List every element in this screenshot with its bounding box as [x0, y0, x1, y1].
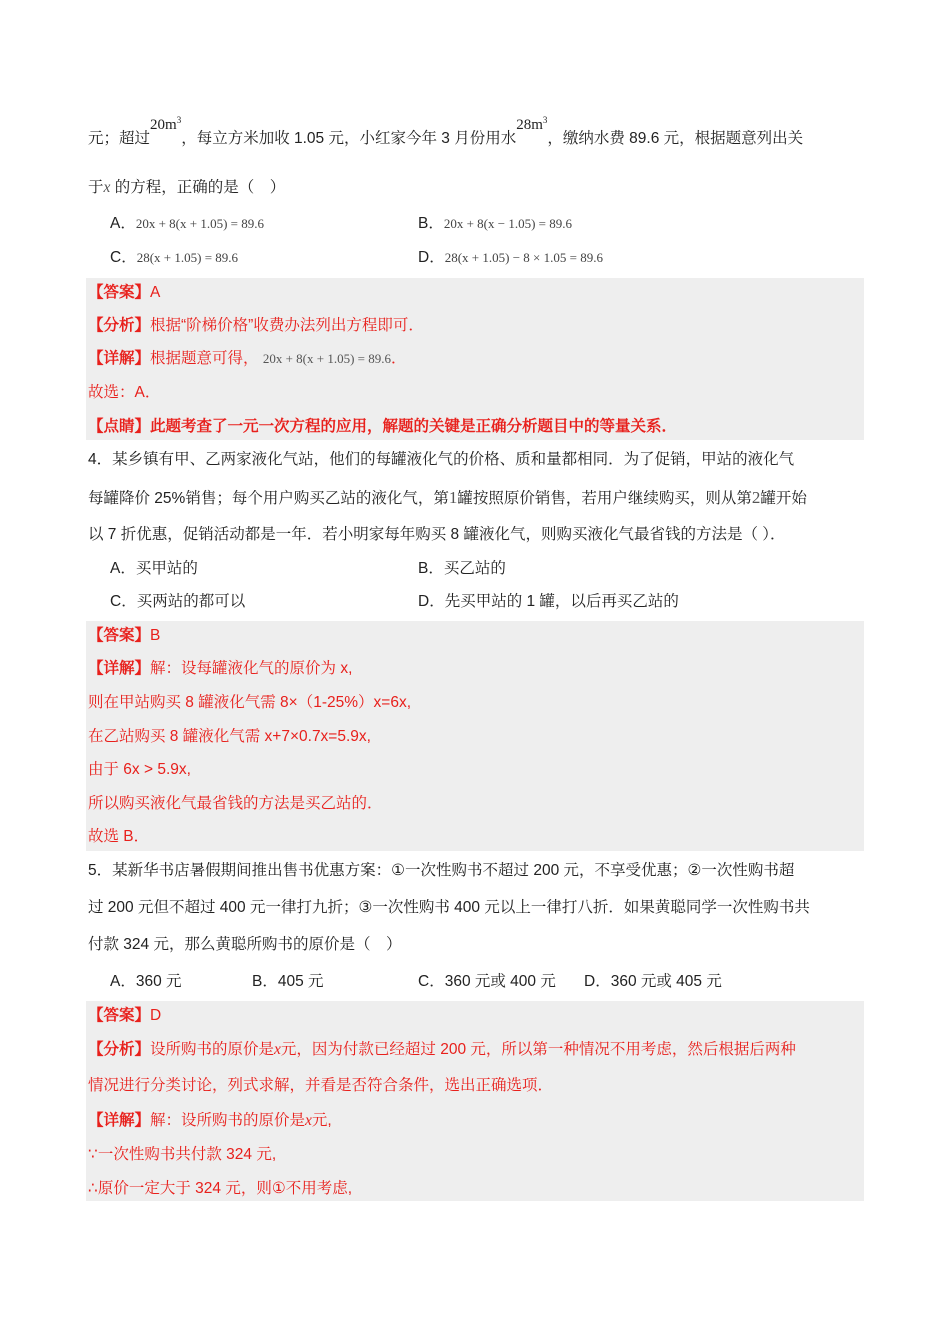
- q3-stem-line-1: 元；超过$20m^3$，每立方米加收 1.05 元，小红家今年 3 月份用水$28m^3$，缴纳水费 89.6 元，根据题意列出关: [88, 115, 804, 147]
- q4-detail-line-1: 【详解】解：设每罐液化气的原价为 x,: [88, 660, 353, 677]
- q4-answer: 【答案】B: [88, 627, 161, 644]
- q4-option-c[interactable]: C．买两站的都可以: [110, 593, 246, 610]
- q5-stem-line-3: 付款 324 元，那么黄聪所购书的原价是（ ）: [88, 936, 402, 953]
- q3-option-a[interactable]: A．20x + 8(x + 1.05) = 89.6: [110, 215, 264, 232]
- q3-option-d[interactable]: D．28(x + 1.05) − 8 × 1.05 = 89.6: [418, 249, 603, 266]
- q5-solution-block: [86, 1001, 864, 1201]
- q4-detail-line-5: 所以购买液化气最省钱的方法是买乙站的．: [88, 795, 383, 812]
- q5-analysis-line-1: 【分析】设所购书的原价是x元，因为付款已经超过 200 元，所以第一种情况不用考虑，然后根据后两种: [88, 1041, 796, 1058]
- q3-answer: 【答案】A: [88, 284, 161, 301]
- q5-analysis-line-2: 情况进行分类讨论，列式求解，并看是否符合条件，选出正确选项．: [88, 1077, 554, 1094]
- q4-option-d[interactable]: D．先买甲站的 1 罐，以后再买乙站的: [418, 593, 679, 610]
- q4-stem-line-1: 4．某乡镇有甲、乙两家液化气站，他们的每罐液化气的价格、质和量都相同．为了促销，甲站的液化气: [88, 451, 795, 468]
- q5-option-b[interactable]: B．405 元: [252, 973, 324, 990]
- q5-stem-line-2: 过 200 元但不超过 400 元一律打九折；③一次性购书 400 元以上一律打八折．如果黄聪同学一次性购书共: [88, 899, 810, 916]
- q4-option-a[interactable]: A．买甲站的: [110, 560, 198, 577]
- q4-stem-line-2: 每罐降价 25%销售；每个用户购买乙站的液化气，第1罐按照原价销售，若用户继续购买，则从第2罐开始: [88, 488, 807, 507]
- q5-option-a[interactable]: A．360 元: [110, 973, 182, 990]
- q3-math-20m3: $20m^3$: [150, 115, 182, 133]
- q4-stem-line-3: 以 7 折优惠，促销活动都是一年．若小明家每年购买 8 罐液化气，则购买液化气最省钱的方法是（ ）．: [88, 526, 786, 543]
- q3-stem-line-2: 于x 的方程，正确的是（ ）: [88, 179, 286, 196]
- q5-option-d[interactable]: D．360 元或 405 元: [584, 973, 722, 990]
- q4-detail-line-3: 在乙站购买 8 罐液化气需 x+7×0.7x=5.9x,: [88, 728, 371, 745]
- q3-comment: 【点睛】此题考查了一元一次方程的应用，解题的关键是正确分析题目中的等量关系．: [88, 418, 678, 435]
- q5-answer: 【答案】D: [88, 1007, 162, 1024]
- q5-stem-line-1: 5．某新华书店暑假期间推出售书优惠方案：①一次性购书不超过 200 元，不享受优惠；②一次性购书超: [88, 862, 795, 879]
- q4-detail-line-4: 由于 6x > 5.9x,: [88, 761, 191, 778]
- q3-analysis: 【分析】根据“阶梯价格”收费办法列出方程即可．: [88, 317, 424, 334]
- q3-choose: 故选：A．: [88, 384, 161, 401]
- q3-detail: 【详解】根据题意可得， 20x + 8(x + 1.05) = 89.6．: [88, 350, 407, 367]
- q5-detail-line-2: ∵一次性购书共付款 324 元,: [88, 1146, 277, 1163]
- q4-detail-line-2: 则在甲站购买 8 罐液化气需 8×（1-25%）x=6x,: [88, 694, 411, 711]
- q3-option-c[interactable]: C．28(x + 1.05) = 89.6: [110, 249, 239, 266]
- q3-option-b[interactable]: B．20x + 8(x − 1.05) = 89.6: [418, 215, 572, 232]
- q5-option-c[interactable]: C．360 元或 400 元: [418, 973, 556, 990]
- q4-detail-line-6: 故选 B．: [88, 828, 150, 845]
- q3-math-28m3: $28m^3$: [516, 115, 548, 133]
- q5-detail-line-1: 【详解】解：设所购书的原价是x元,: [88, 1112, 332, 1129]
- q4-option-b[interactable]: B．买乙站的: [418, 560, 506, 577]
- q5-detail-line-3: ∴原价一定大于 324 元，则①不用考虑,: [88, 1180, 353, 1197]
